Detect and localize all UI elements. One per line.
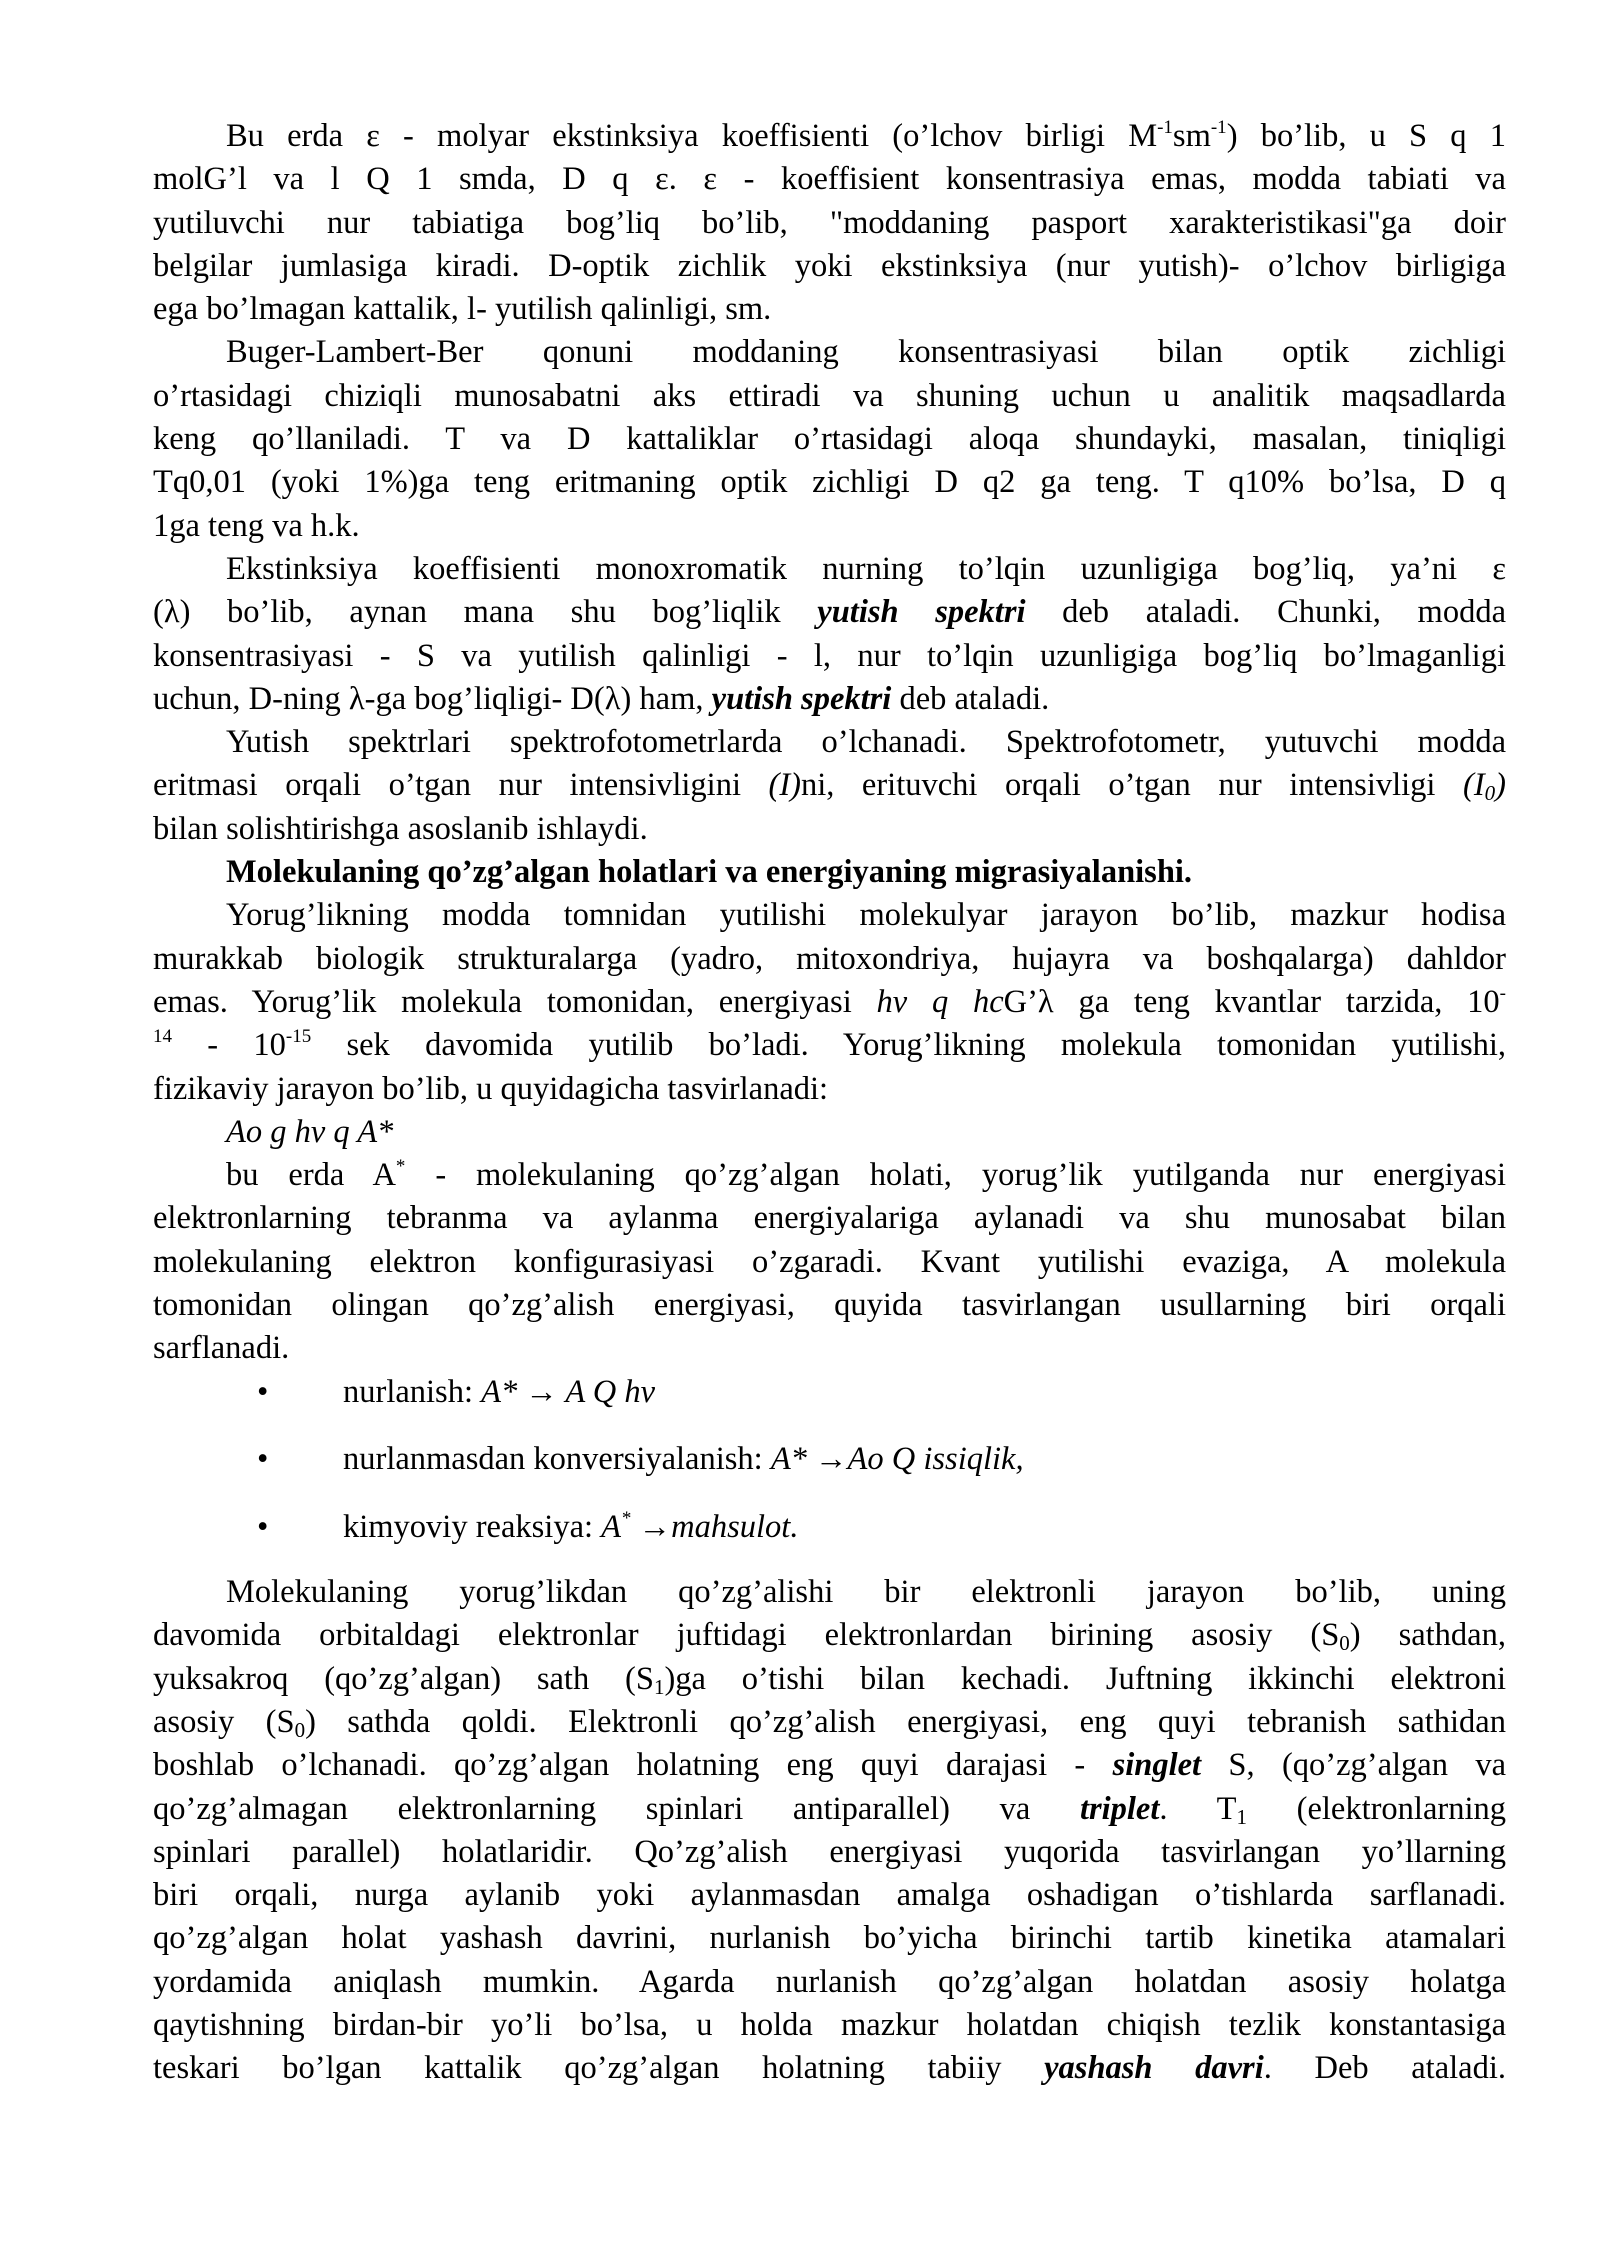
text-line: belgilar jumlasiga kiradi. D-optik zichlik yoki ekstinksiya (nur yutish)- o’lchov birligiga bbox=[153, 247, 1506, 284]
text-line: tomonidan olingan qo’zg’alish energiyasi, quyida tasvirlangan usullarning biri orqali bbox=[153, 1287, 1506, 1324]
text-line: Ekstinksiya koeffisienti monoxromatik nurning to’lqin uzunligiga bog’liq, ya’ni ε bbox=[226, 550, 1506, 587]
text-run: sek davomida yutilib bo’ladi. Yorug’likning molekula tomonidan yutilishi, bbox=[311, 1027, 1507, 1064]
superscript: 14 bbox=[153, 1026, 172, 1048]
text-line bbox=[153, 591, 1506, 634]
text-line bbox=[153, 1788, 1506, 1831]
formula: A* → A Q hν bbox=[481, 1373, 656, 1410]
text-run: emas. Yorug’lik molekula tomonidan, energiyasi bbox=[153, 983, 877, 1020]
text-run: deb ataladi. Chunki, modda bbox=[1025, 594, 1506, 631]
text-run: - 10 bbox=[172, 1027, 286, 1064]
formula: A bbox=[601, 1508, 622, 1545]
superscript: -15 bbox=[285, 1026, 312, 1048]
formula: A* →Ao Q issiqlik, bbox=[770, 1441, 1024, 1478]
text-run: . Deb ataladi. bbox=[1263, 2050, 1506, 2087]
term-yashash-davri: yashash davri bbox=[1044, 2050, 1264, 2087]
text-line: yordamida aniqlash mumkin. Agarda nurlanish qo’zg’algan holatdan asosiy holatga bbox=[153, 1963, 1506, 2000]
term-triplet: triplet bbox=[1079, 1790, 1160, 1827]
text-line: molekulaning elektron konfigurasiyasi o’zgaradi. Kvant yutilishi evaziga, A molekula bbox=[153, 1243, 1506, 1280]
paragraph-extinction-coefficient bbox=[153, 115, 1506, 331]
superscript: * bbox=[395, 1156, 406, 1178]
text-line bbox=[153, 1658, 1506, 1701]
text-run: nurlanmasdan konversiyalanish: bbox=[343, 1441, 771, 1478]
text-run: uchun, D-ning λ-ga bog’liqligi- D(λ) ham, bbox=[153, 680, 712, 717]
text-line bbox=[153, 764, 1506, 807]
text-run: sm bbox=[1172, 118, 1211, 154]
text-line: bilan solishtirishga asoslanib ishlaydi. bbox=[153, 810, 648, 847]
paragraph-light-absorption bbox=[153, 894, 1506, 1154]
text-line: biri orqali, nurga aylanib yoki aylanmasdan amalga oshadigan o’tishlarda sarflanadi. bbox=[153, 1877, 1506, 1914]
text-run: ) bbox=[1495, 767, 1506, 804]
paragraph-spectrophotometer bbox=[153, 721, 1506, 851]
text-line bbox=[153, 1154, 1506, 1197]
formula-excitation: Ao g hν q A* bbox=[226, 1113, 394, 1150]
formula: →mahsulot. bbox=[630, 1508, 799, 1545]
text-line: Buger-Lambert-Ber qonuni moddaning konsentrasiyasi bilan optik zichligi bbox=[226, 334, 1506, 371]
text-line: spinlari parallel) holatlaridir. Qo’zg’alish energiyasi yuqorida tasvirlangan yo’llarning bbox=[153, 1833, 1506, 1870]
subscript: 0 bbox=[1484, 781, 1496, 806]
paragraph-absorption-spectrum bbox=[153, 548, 1506, 721]
term-yutish-spektri: yutish spektri bbox=[817, 594, 1026, 631]
subscript: 0 bbox=[1339, 1631, 1350, 1656]
term-yutish-spektri: yutish spektri bbox=[711, 680, 892, 717]
text-line bbox=[153, 1614, 1506, 1657]
text-line: fizikaviy jarayon bo’lib, u quyidagicha tasvirlanadi: bbox=[153, 1070, 829, 1107]
bullet-list bbox=[153, 1371, 1506, 1574]
text-run: nurlanish: bbox=[343, 1373, 482, 1410]
paragraph-buger-lambert-ber bbox=[153, 331, 1506, 547]
text-run: Bu erda ε - molyar ekstinksiya koeffisienti (o’lchov birligi M bbox=[226, 118, 1158, 154]
text-run: (λ) bo’lib, aynan mana shu bog’liqlik bbox=[153, 594, 818, 631]
text-run: ni, erituvchi orqali o’tgan nur intensivligi bbox=[800, 767, 1463, 804]
symbol-intensity-zero: (I bbox=[1463, 767, 1485, 804]
text-run: teskari bo’lgan kattalik qo’zg’algan holatning tabiiy bbox=[153, 2050, 1045, 2087]
text-run: G’λ ga teng kvantlar tarzida, 10 bbox=[1003, 983, 1500, 1020]
text-run: eritmasi orqali o’tgan nur intensivligini bbox=[153, 767, 769, 804]
section-heading: Molekulaning qo’zg’algan holatlari va energiyaning migrasiyalanishi. bbox=[226, 854, 1193, 891]
text-line bbox=[153, 1744, 1506, 1787]
text-line: murakkab biologik strukturalarga (yadro, mitoxondriya, hujayra va boshqalarga) dahldor bbox=[153, 940, 1506, 977]
list-item bbox=[153, 1438, 1506, 1506]
text-line bbox=[153, 1701, 1506, 1744]
text-run: bu erda A bbox=[226, 1157, 396, 1194]
text-line bbox=[153, 1024, 1506, 1067]
bullet-icon: • bbox=[257, 1441, 269, 1478]
document-body bbox=[153, 115, 1506, 2091]
text-line: qaytishning birdan-bir yo’li bo’lsa, u holda mazkur holatdan chiqish tezlik konstantasiga bbox=[153, 2007, 1506, 2044]
text-run: S, (qo’zg’algan va bbox=[1201, 1747, 1506, 1784]
text-run: ) sathda qoldi. Elektronli qo’zg’alish energiyasi, eng quyi tebranish sathidan bbox=[305, 1704, 1506, 1740]
bullet-icon: • bbox=[257, 1508, 269, 1545]
text-run: boshlab o’lchanadi. qo’zg’algan holatning eng quyi darajasi - bbox=[153, 1747, 1113, 1784]
text-line: Yutish spektrlari spektrofotometrlarda o’lchanadi. Spektrofotometr, yutuvchi modda bbox=[226, 724, 1506, 761]
text-line: elektronlarning tebranma va aylanma energiyalariga aylanadi va shu munosabat bilan bbox=[153, 1200, 1506, 1237]
superscript: - bbox=[1499, 982, 1506, 1004]
text-line: ega bo’lmagan kattalik, l- yutilish qalinligi, sm. bbox=[153, 291, 772, 328]
text-run: yuksakroq (qo’zg’algan) sath (S bbox=[153, 1660, 654, 1697]
text-line: yutiluvchi nur tabiatiga bog’liq bo’lib, "moddaning pasport xarakteristikasi"ga doir bbox=[153, 204, 1506, 241]
text-line bbox=[153, 115, 1506, 158]
text-line: o’rtasidagi chiziqli munosabatni aks ettiradi va shuning uchun u analitik maqsadlarda bbox=[153, 377, 1506, 414]
text-run: ) bo’lib, u S q 1 bbox=[1226, 118, 1506, 154]
text-run: asosiy (S bbox=[153, 1704, 295, 1740]
text-run: kimyoviy reaksiya: bbox=[343, 1508, 602, 1545]
superscript: -1 bbox=[1157, 117, 1173, 138]
formula-line bbox=[153, 1111, 1506, 1154]
text-run: ) sathdan, bbox=[1349, 1617, 1506, 1654]
subscript: 0 bbox=[294, 1718, 306, 1742]
symbol-intensity: (I) bbox=[768, 767, 801, 804]
text-run: (elektronlarning bbox=[1246, 1790, 1506, 1827]
list-item bbox=[153, 1371, 1506, 1439]
subscript: 1 bbox=[1236, 1804, 1247, 1829]
text-line bbox=[153, 981, 1506, 1024]
formula-energy: hν q hc bbox=[876, 983, 1004, 1020]
paragraph-excited-state bbox=[153, 1154, 1506, 1370]
text-run: - molekulaning qo’zg’algan holati, yorug’lik yutilganda nur energiyasi bbox=[405, 1157, 1506, 1194]
superscript: -1 bbox=[1210, 117, 1227, 138]
text-run: deb ataladi. bbox=[891, 680, 1050, 717]
text-run: davomida orbitaldagi elektronlar juftidagi elektronlardan birining asosiy (S bbox=[153, 1617, 1340, 1654]
subscript: 1 bbox=[653, 1674, 665, 1699]
superscript: * bbox=[621, 1507, 631, 1529]
text-run: qo’zg’almagan elektronlarning spinlari antiparallel) va bbox=[153, 1790, 1080, 1827]
text-line: 1ga teng va h.k. bbox=[153, 507, 360, 544]
text-line: sarflanadi. bbox=[153, 1330, 290, 1367]
list-item bbox=[153, 1506, 1506, 1574]
term-singlet: singlet bbox=[1112, 1747, 1202, 1784]
text-line bbox=[153, 2047, 1506, 2090]
text-line: Tq0,01 (yoki 1%)ga teng eritmaning optik zichligi D q2 ga teng. T q10% bo’lsa, D q bbox=[153, 464, 1506, 501]
bullet-icon: • bbox=[257, 1373, 269, 1410]
text-line: keng qo’llaniladi. T va D kattaliklar o’rtasidagi aloqa shundayki, masalan, tiniqligi bbox=[153, 421, 1506, 458]
text-run: )ga o’tishi bilan kechadi. Juftning ikkinchi elektroni bbox=[664, 1660, 1506, 1697]
paragraph-electronic-excitation bbox=[153, 1571, 1506, 2091]
text-run: . T bbox=[1159, 1790, 1237, 1827]
text-line: Molekulaning yorug’likdan qo’zg’alishi bir elektronli jarayon bo’lib, uning bbox=[226, 1574, 1506, 1611]
text-line: molG’l va l Q 1 smda, D q ε. ε - koeffisient konsentrasiya emas, modda tabiati va bbox=[153, 161, 1506, 198]
text-line: konsentrasiyasi - S va yutilish qalinligi - l, nur to’lqin uzunligiga bog’liq bo’lmaganligi bbox=[153, 637, 1506, 674]
text-line: Yorug’likning modda tomnidan yutilishi molekulyar jarayon bo’lib, mazkur hodisa bbox=[226, 897, 1506, 934]
text-line: qo’zg’algan holat yashash davrini, nurlanish bo’yicha birinchi tartib kinetika atamalari bbox=[153, 1920, 1506, 1957]
text-line bbox=[153, 678, 1506, 721]
